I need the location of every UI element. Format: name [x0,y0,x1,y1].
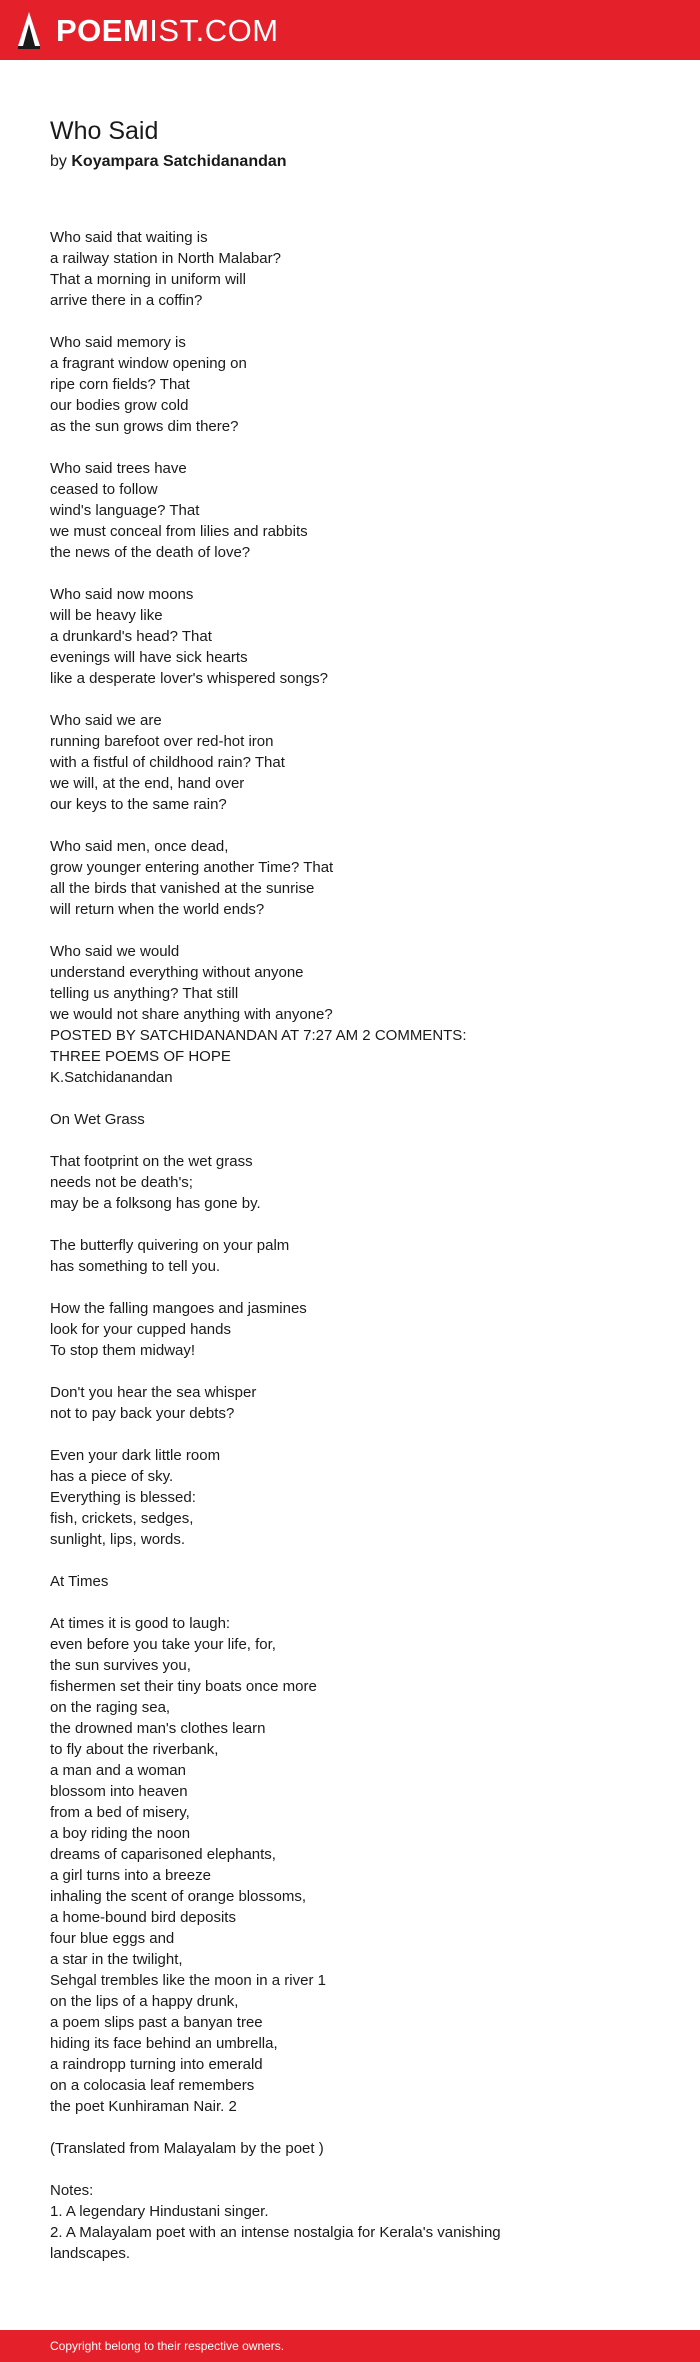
poem-line: blossom into heaven [50,1783,188,1800]
stanza-break [50,1088,650,1109]
poem-line: dreams of caparisoned elephants, [50,1846,276,1863]
poem-line: a fragrant window opening on [50,355,247,372]
poem-line: a poem slips past a banyan tree [50,2014,263,2031]
stanza-break [50,920,650,941]
poem-line: all the birds that vanished at the sunrise [50,880,315,897]
poem-line: a boy riding the noon [50,1825,191,1842]
poem-line: needs not be death's; [50,1174,193,1191]
author-name: Koyampara Satchidanandan [71,153,287,170]
poem-line: How the falling mangoes and jasmines [50,1300,307,1317]
poem-line: grow younger entering another Time? That [50,859,334,876]
stanza-break [50,1424,650,1445]
poem-line: the sun survives you, [50,1657,191,1674]
poem-line: ceased to follow [50,481,158,498]
poem-line: will be heavy like [50,607,163,624]
poem-line: as the sun grows dim there? [50,418,239,435]
poem-line: K.Satchidanandan [50,1069,173,1086]
poem-line: to fly about the riverbank, [50,1741,219,1758]
stanza-break [50,563,650,584]
poem-line: At Times [50,1573,109,1590]
poem-line: the drowned man's clothes learn [50,1720,266,1737]
site-header [0,0,700,60]
stanza-break [50,311,650,332]
poem-line: THREE POEMS OF HOPE [50,1048,231,1065]
poem-line: That footprint on the wet grass [50,1153,253,1170]
poem-line: wind's language? That [50,502,200,519]
poem-line: even before you take your life, for, [50,1636,276,1653]
stanza-break [50,437,650,458]
poem-line: To stop them midway! [50,1342,196,1359]
poem-line: on a colocasia leaf remembers [50,2077,255,2094]
poem-line: inhaling the scent of orange blossoms, [50,1888,306,1905]
poem-line: POSTED BY SATCHIDANANDAN AT 7:27 AM 2 COMMENTS: [50,1027,467,1044]
poem-line: our bodies grow cold [50,397,189,414]
poem-line: a star in the twilight, [50,1951,183,1968]
stanza-break [50,1592,650,1613]
poem-line: the poet Kunhiraman Nair. 2 [50,2098,237,2115]
byline [50,150,650,174]
poem-line: sunlight, lips, words. [50,1531,186,1548]
poem-line: hiding its face behind an umbrella, [50,2035,278,2052]
byline-prefix: by [50,153,67,170]
poem-line: a raindropp turning into emerald [50,2056,263,2073]
site-footer [0,2330,700,2362]
poem-line: Who said we are [50,712,162,729]
poem-line: we will, at the end, hand over [50,775,245,792]
logo-bold-text: POEM [56,12,150,48]
poem-line: Who said men, once dead, [50,838,229,855]
poem-line: ripe corn fields? That [50,376,190,393]
poem-line: from a bed of misery, [50,1804,190,1821]
site-logo[interactable] [56,12,279,48]
poem-line: we would not share anything with anyone? [50,1006,333,1023]
poem-line: not to pay back your debts? [50,1405,235,1422]
copyright-text: Copyright belong to their respective owners. [50,2339,285,2353]
poem-line: fishermen set their tiny boats once more [50,1678,317,1695]
poem-line: That a morning in uniform will [50,271,246,288]
poem-line: arrive there in a coffin? [50,292,203,309]
poem-line: with a fistful of childhood rain? That [50,754,285,771]
poem-line: a man and a woman [50,1762,186,1779]
poem-line: a railway station in North Malabar? [50,250,281,267]
poem-line: understand everything without anyone [50,964,304,981]
poem-line: fish, crickets, sedges, [50,1510,194,1527]
stanza-break [50,2117,650,2138]
poem-line: Don't you hear the sea whisper [50,1384,257,1401]
poem-line: Sehgal trembles like the moon in a river 1 [50,1972,326,1989]
poem-line: the news of the death of love? [50,544,251,561]
poem-line: Who said now moons [50,586,194,603]
stanza-break [50,1214,650,1235]
poem-line: like a desperate lover's whispered songs? [50,670,329,687]
poem-line: on the lips of a happy drunk, [50,1993,239,2010]
poem-line: Even your dark little room [50,1447,221,1464]
pen-nib-icon [16,10,42,50]
poem-line: (Translated from Malayalam by the poet ) [50,2140,324,2157]
poem-body [50,227,650,2264]
poem-line: Who said we would [50,943,180,960]
stanza-break [50,815,650,836]
stanza-break [50,1277,650,1298]
poem-line: Who said that waiting is [50,229,208,246]
poem-line: may be a folksong has gone by. [50,1195,261,1212]
stanza-break [50,689,650,710]
poem-line: will return when the world ends? [50,901,265,918]
stanza-break [50,1130,650,1151]
poem-line: has a piece of sky. [50,1468,174,1485]
poem-line: a home-bound bird deposits [50,1909,236,1926]
poem-line: On Wet Grass [50,1111,145,1128]
poem-content [50,112,650,2264]
poem-line: look for your cupped hands [50,1321,231,1338]
poem-line: 2. A Malayalam poet with an intense nostalgia for Kerala's vanishing [50,2224,501,2241]
poem-line: a girl turns into a breeze [50,1867,211,1884]
poem-line: The butterfly quivering on your palm [50,1237,290,1254]
stanza-break [50,1361,650,1382]
poem-line: Notes: [50,2182,94,2199]
poem-line: running barefoot over red-hot iron [50,733,274,750]
poem-line: landscapes. [50,2245,131,2262]
poem-line: 1. A legendary Hindustani singer. [50,2203,269,2220]
poem-line: a drunkard's head? That [50,628,212,645]
poem-title: Who Said [50,117,159,145]
poem-line: our keys to the same rain? [50,796,227,813]
stanza-break [50,1550,650,1571]
poem-line: Who said trees have [50,460,187,477]
poem-line: Who said memory is [50,334,186,351]
poem-line: four blue eggs and [50,1930,175,1947]
poem-line: we must conceal from lilies and rabbits [50,523,308,540]
poem-line: Everything is blessed: [50,1489,196,1506]
logo-light-text: IST.COM [149,12,279,48]
poem-line: on the raging sea, [50,1699,171,1716]
stanza-break [50,2159,650,2180]
poem-line: telling us anything? That still [50,985,239,1002]
poem-line: evenings will have sick hearts [50,649,248,666]
poem-line: has something to tell you. [50,1258,221,1275]
poem-line: At times it is good to laugh: [50,1615,231,1632]
